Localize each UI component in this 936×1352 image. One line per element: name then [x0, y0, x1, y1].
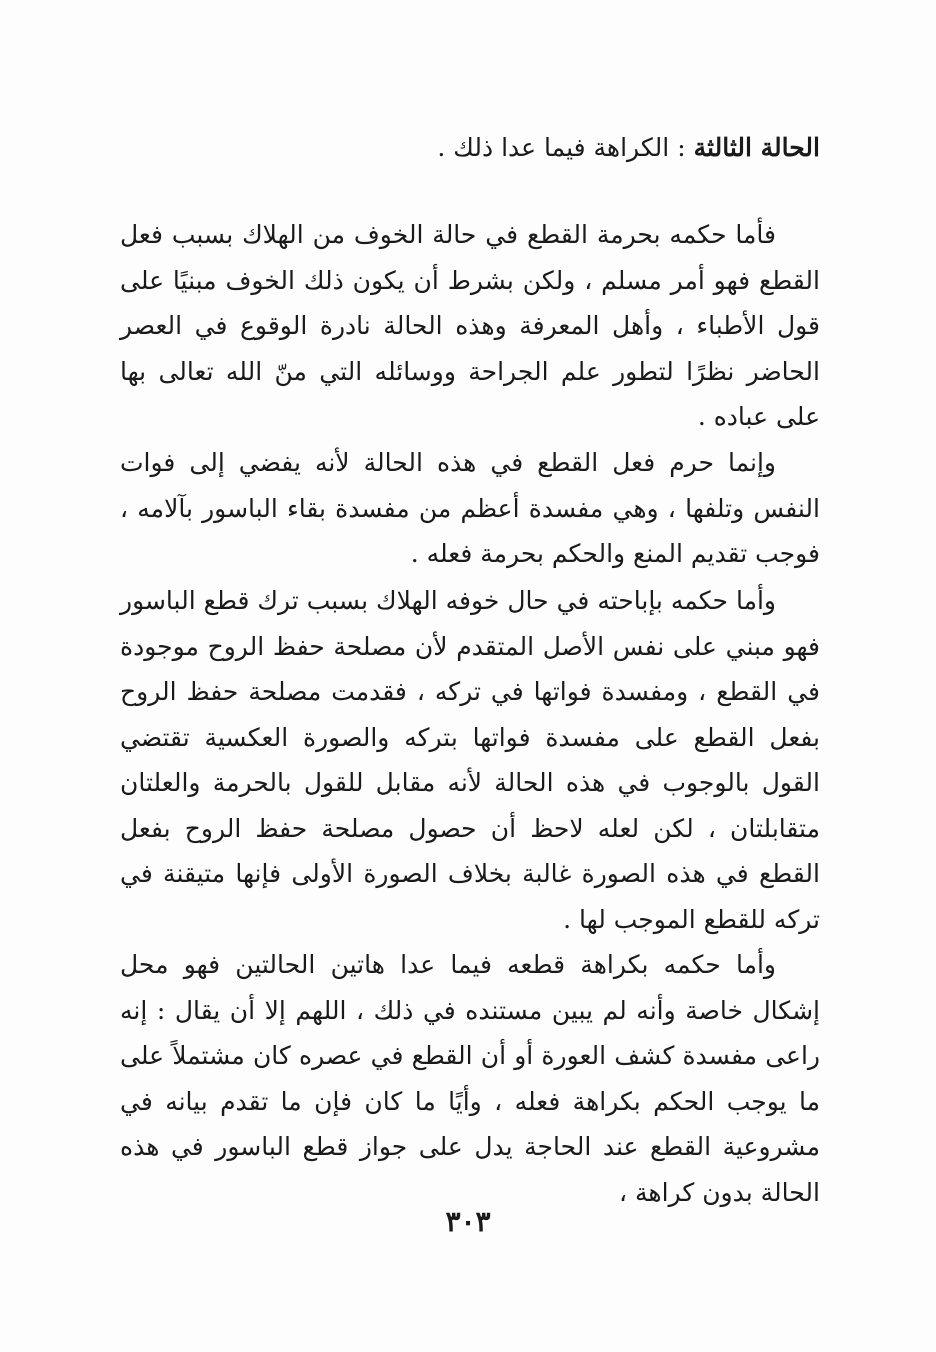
heading-separator: : [677, 133, 686, 162]
paragraph-3: وأما حكمه بإباحته في حال خوفه الهلاك بسبب ترك قطع الباسور فهو مبني على نفس الأصل المتقدم لأن مصلحة حفظ الروح موجودة في القطع ، ومفسدة فواتها في تركه ، فقدمت مصلحة حفظ الروح بفعل القطع على مفسدة فواتها بتركه والصورة العكسية تقتضي القول بالوجوب في هذه الحالة لأنه مقابل للقول بالحرمة والعلتان متقابلتان ، لكن لعله لاحظ أن حصول مصلحة حفظ الروح بفعل القطع في هذه الصورة غالبة بخلاف الصورة الأولى فإنها متيقنة في تركه للقطع الموجب لها . [120, 586, 820, 934]
paragraph-4: وأما حكمه بكراهة قطعه فيما عدا هاتين الحالتين فهو محل إشكال خاصة وأنه لم يبين مستنده في ذلك ، اللهم إلا أن يقال : إنه راعى مفسدة كشف العورة أو أن القطع في عصره كان مشتملاً على ما يوجب الحكم بكراهة فعله ، وأيًا ما كان فإن ما تقدم بيانه في مشروعية القطع عند الحاجة يدل على جواز قطع الباسور في هذه الحالة بدون كراهة ، [120, 950, 820, 1207]
heading-text: الكراهة فيما عدا ذلك . [437, 133, 670, 162]
section-heading [120, 128, 820, 168]
heading-label: الحالة الثالثة [693, 133, 820, 162]
paragraph-1: فأما حكمه بحرمة القطع في حالة الخوف من الهلاك بسبب فعل القطع فهو أمر مسلم ، ولكن بشرط أن يكون ذلك الخوف مبنيًا على قول الأطباء ، وأهل المعرفة وهذه الحالة نادرة الوقوع في العصر الحاضر نظرًا لتطور علم الجراحة ووسائله التي منّ الله تعالى بها على عباده . [120, 220, 820, 431]
page-number: ٣٠٣ [445, 1205, 491, 1238]
paragraph-2: وإنما حرم فعل القطع في هذه الحالة لأنه يفضي إلى فوات النفس وتلفها ، وهي مفسدة أعظم من مفسدة بقاء الباسور بآلامه ، فوجب تقديم المنع والحكم بحرمة فعله . [120, 448, 820, 568]
